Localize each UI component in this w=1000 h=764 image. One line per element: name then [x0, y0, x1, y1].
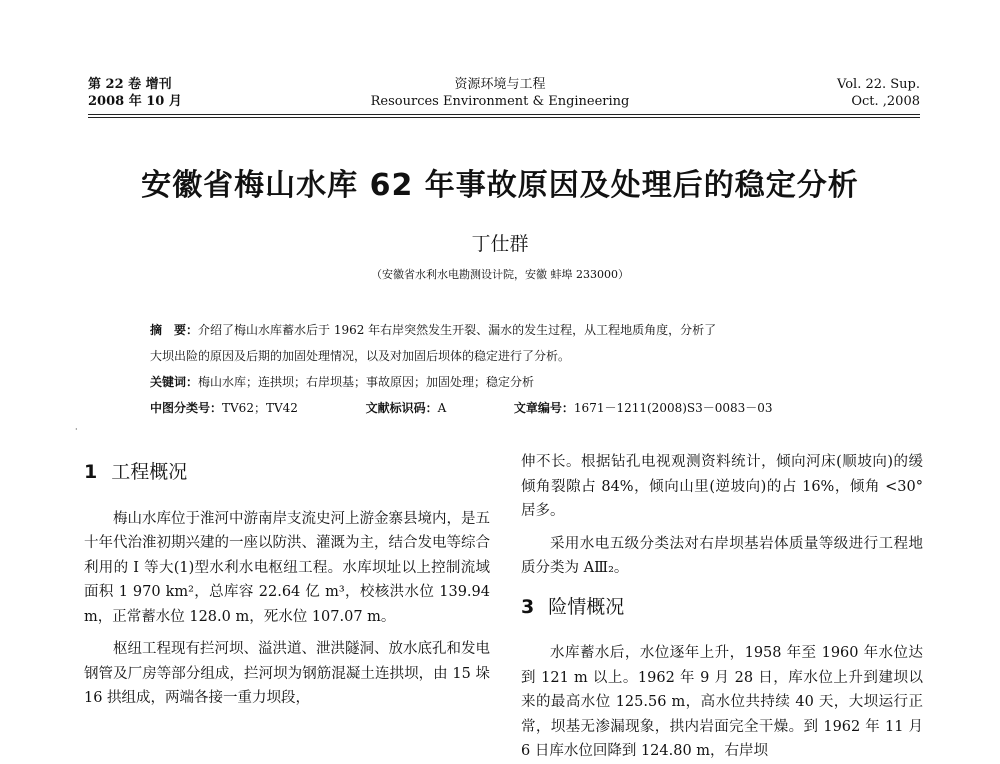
classification-line: 中图分类号：TV62；TV42 文献标识码：A 文章编号：1671－1211(2008)S3－0083－03 — [150, 401, 773, 415]
abstract-line-2: 大坝出险的原因及后期的加固处理情况，以及对加固后坝体的稳定进行了分析。 — [150, 349, 571, 363]
keywords-line: 关键词：梅山水库；连拱坝；右岸坝基；事故原因；加固处理；稳定分析 — [150, 375, 535, 389]
paragraph-continued: 伸不长。根据钻孔电视观测资料统计，倾向河床(顺坡向)的缓倾角裂隙占 84%，倾向山里(逆坡向)的占 16%，倾角 <30°居多。 — [521, 454, 923, 519]
author: 丁仕群 — [471, 233, 529, 255]
section-heading-1: 1 工程概况 — [84, 461, 188, 483]
journal-name: 资源环境与工程 Resources Environment & Engineering — [370, 77, 630, 109]
paragraph: 采用水电五级分类法对右岸坝基岩体质量等级进行工程地质分类为 AⅢ₂。 — [521, 535, 923, 576]
volume-info: 第 22 卷 增刊 2008 年 10 月 — [88, 77, 182, 109]
paper-title: 安徽省梅山水库 62 年事故原因及处理后的稳定分析 — [141, 168, 859, 203]
abstract-line-1: 摘 要：介绍了梅山水库蓄水后于 1962 年右岸突然发生开裂、漏水的发生过程，从工程地质角度，分析了 — [150, 323, 717, 337]
keywords-label: 关键词： — [150, 375, 199, 389]
paragraph: 枢纽工程现有拦河坝、溢洪道、泄洪隧洞、放水底孔和发电钢管及厂房等部分组成，拦河坝为钢筋混凝土连拱坝，由 15 垛 16 拱组成，两端各接一重力坝段， — [84, 641, 490, 706]
right-column — [521, 450, 923, 764]
abstract-label: 摘 要： — [150, 323, 199, 337]
header-rule-thin — [88, 117, 920, 118]
margin-mark: · — [75, 425, 78, 434]
paragraph: 梅山水库位于淮河中游南岸支流史河上游金寨县境内，是五十年代治淮初期兴建的一座以防洪、灌溉为主，结合发电等综合利用的 Ⅰ 等大(1)型水利水电枢纽工程。水库坝址以上控制流域面积 1 970 km²，总库容 22.64 亿 m³，校核洪水位 139.94 m，正常蓄水位 128.0 m，死水位 107.07 m。 — [84, 510, 490, 625]
abstract-block — [150, 317, 870, 421]
volume-info-english: Vol. 22. Sup. Oct. ,2008 — [837, 77, 920, 109]
left-column — [84, 452, 490, 711]
paragraph: 水库蓄水后，水位逐年上升，1958 年至 1960 年水位达到 121 m 以上。1962 年 9 月 28 日，库水位上升到建坝以来的最高水位 125.56 m，高水位共持续 40 天，大坝运行正常，坝基无渗漏现象，拱内岩面完全干燥。到 1962 年 11 月 6 日库水位回降到 124.80 m，右岸坝 — [521, 645, 923, 759]
affiliation: （安徽省水利水电勘测设计院，安徽 蚌埠 233000） — [371, 268, 629, 281]
header-rule — [88, 114, 920, 115]
section-heading-3: 3 险情概况 — [521, 595, 625, 618]
